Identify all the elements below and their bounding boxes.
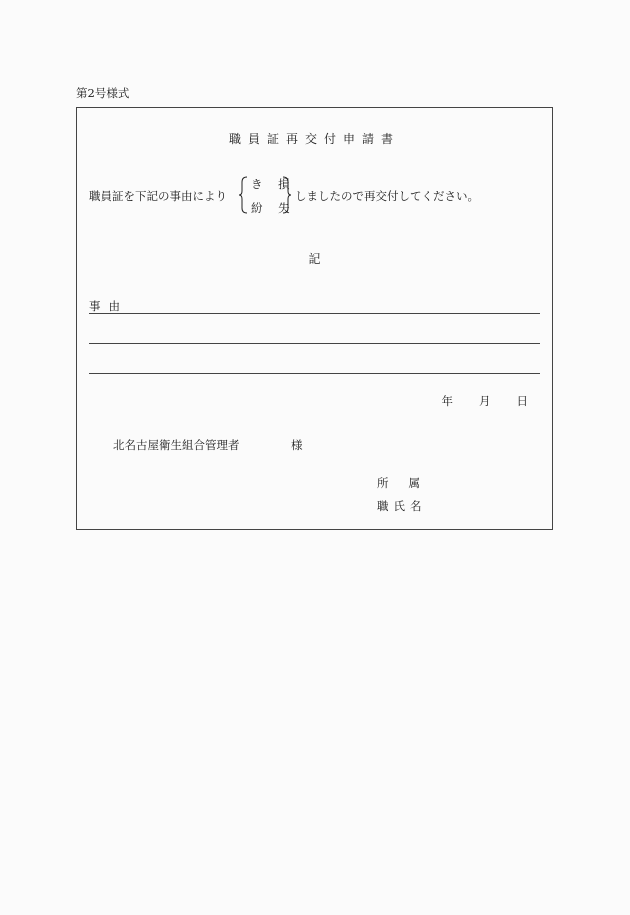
name-label: 職氏名 [377, 499, 427, 513]
ki-heading: 記 [308, 252, 321, 266]
reason-label: 事由 [89, 299, 128, 313]
addressee: 北名古屋衛生組合管理者 [113, 438, 240, 452]
reason-line-3[interactable] [89, 373, 540, 374]
date-year-label: 年 [441, 394, 453, 408]
request-prefix: 職員証を下記の事由により [89, 189, 227, 203]
affiliation-label: 所属 [377, 476, 440, 490]
date-month-label: 月 [479, 394, 491, 408]
application-form [76, 107, 553, 530]
date-day-label: 日 [516, 394, 528, 408]
form-number: 第2号様式 [76, 86, 130, 100]
left-brace-icon [239, 176, 248, 214]
right-brace-icon [282, 176, 291, 214]
honorific: 様 [291, 438, 303, 452]
form-title: 職員証再交付申請書 [228, 132, 400, 146]
request-suffix: しましたので再交付してください。 [295, 189, 479, 203]
reason-line-1[interactable] [89, 313, 540, 314]
date-row [442, 393, 529, 409]
option-loss: 紛 失 [251, 201, 290, 215]
option-damage: き 損 [251, 177, 290, 191]
reason-line-2[interactable] [89, 343, 540, 344]
